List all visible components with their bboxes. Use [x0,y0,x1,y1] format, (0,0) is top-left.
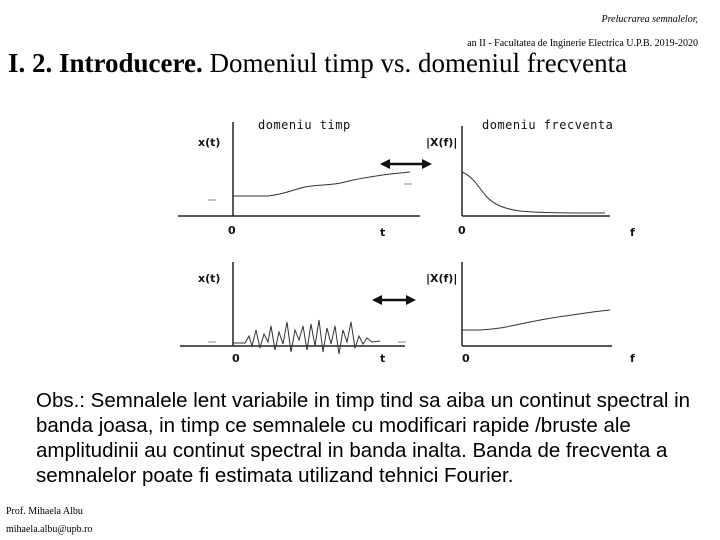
top-time-ylabel: x(t) [198,136,221,149]
top-time-signal [233,172,410,196]
bottom-time-plot [180,262,406,365]
bottom-time-xlabel: t [380,352,386,365]
bottom-double-arrow [372,295,416,305]
top-freq-origin: 0 [458,224,466,237]
top-freq-ylabel: |X(f)| [426,136,458,149]
observation-text: Obs.: Semnalele lent variabile in timp tind sa aiba un continut spectral in banda joasa, in timp ce semnalele cu modificari rapide /bruste ale amplitudinii au continut spectral in banda inalta. Banda de frecventa a semnalelor poate fi estimata utilizand tehnici Fourier. [36,389,691,487]
top-freq-xlabel: f [630,226,635,239]
bottom-time-signal [233,320,380,354]
top-freq-spectrum [462,172,605,213]
bottom-time-ylabel: x(t) [198,272,221,285]
top-time-xlabel: t [380,226,386,239]
time-domain-title: domeniu timp [258,118,351,132]
bottom-freq-xlabel: f [630,352,635,365]
bottom-freq-spectrum [462,310,610,330]
title-bold: I. 2. Introducere. [8,48,203,78]
author-footer: Prof. Mihaela Albu [6,506,83,517]
bottom-time-origin: 0 [232,352,240,365]
top-double-arrow [380,159,432,169]
bottom-freq-origin: 0 [462,352,470,365]
top-time-plot [178,122,420,239]
freq-domain-title: domeniu frecventa [482,118,614,132]
title-rest: Domeniul timp vs. domeniul frecventa [202,48,628,78]
top-freq-plot [426,126,635,239]
top-time-origin: 0 [228,224,236,237]
bottom-freq-plot [426,262,635,365]
email-footer: mihaela.albu@upb.ro [6,524,93,535]
institution-header: an II - Facultatea de Inginerie Electrica U.P.B. 2019-2020 [467,38,698,49]
course-header: Prelucrarea semnalelor, [601,14,698,25]
bottom-freq-ylabel: |X(f)| [426,272,458,285]
